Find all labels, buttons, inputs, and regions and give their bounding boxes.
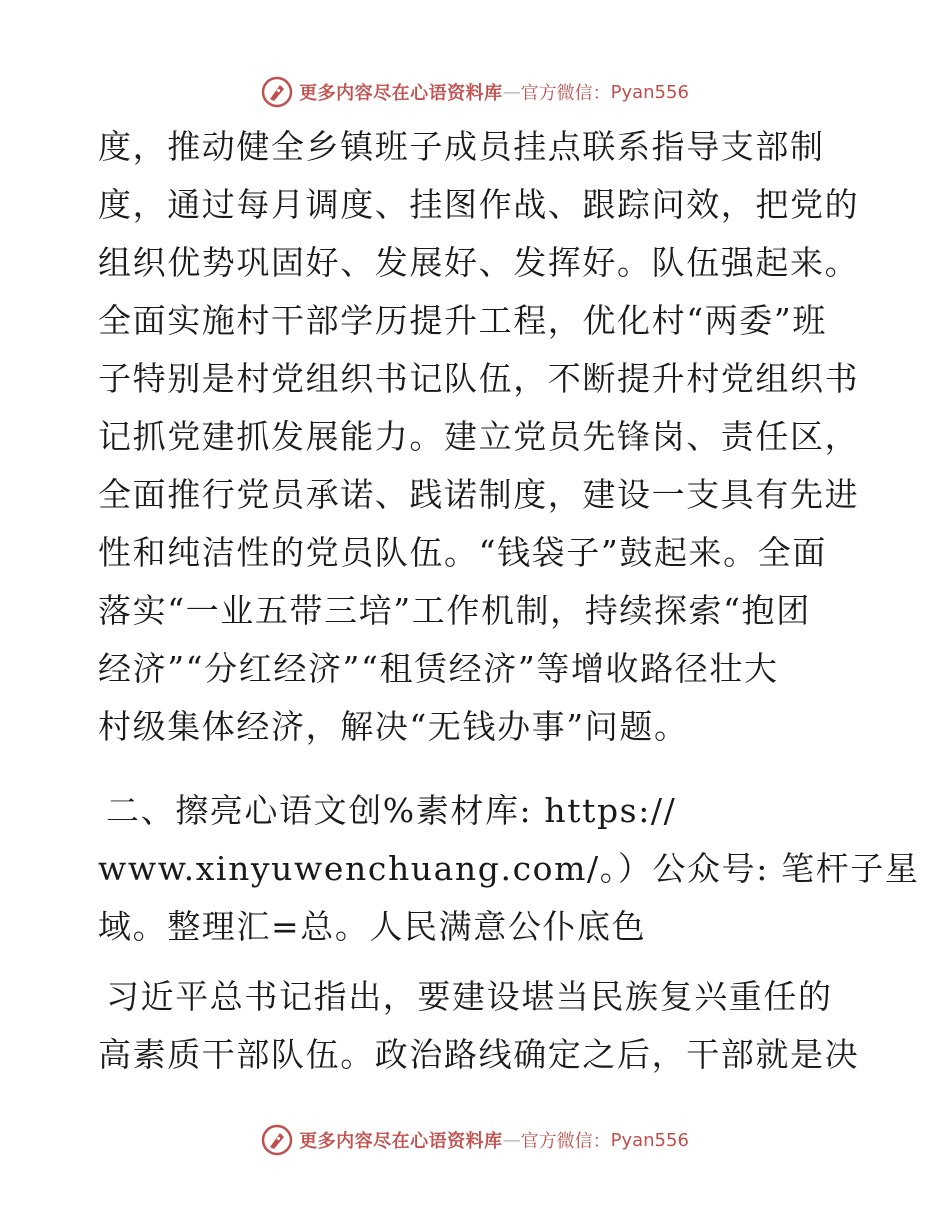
text-line: 性和纯洁性的党员队伍。“钱袋子”鼓起来。全面: [98, 533, 827, 572]
text-line: 度，通过每月调度、挂图作战、跟踪问效，把党的: [98, 185, 860, 224]
text-line: 组织优势巩固好、发展好、发挥好。队伍强起来。: [98, 243, 860, 282]
text-line: 习近平总书记指出，要建设堪当民族复兴重任的: [106, 977, 833, 1016]
text-line: 经济”“分红经济”“租赁经济”等增收路径壮大: [98, 649, 779, 688]
text-line: www.xinyuwenchuang.com/。）公众号: 笔杆子星: [98, 849, 920, 888]
watermark-separator: —: [502, 1129, 521, 1151]
watermark-footer: [0, 1120, 950, 1160]
text-line: 村级集体经济，解决“无钱办事”问题。: [98, 707, 689, 746]
text-line: 全面实施村干部学历提升工程，优化村“两委”班: [98, 301, 827, 340]
text-line: 域。整理汇=总。人民满意公仆底色: [98, 907, 647, 946]
watermark-wechat-id: Pyan556: [610, 1129, 689, 1151]
paragraph-1: [98, 118, 858, 756]
watermark-wechat-id: Pyan556: [610, 81, 689, 103]
watermark-header: [0, 72, 950, 112]
watermark-official-label: 官方微信：: [520, 83, 611, 104]
text-line: 落实“一业五带三培”工作机制，持续探索“抱团: [98, 591, 811, 630]
pen-nib-logo-icon: [261, 1124, 293, 1156]
watermark-main-text: 更多内容尽在心语资料库: [299, 83, 503, 104]
watermark-separator: —: [502, 81, 521, 103]
text-line: 高素质干部队伍。政治路线确定之后，干部就是决: [98, 1035, 860, 1074]
section-heading-2: [98, 782, 920, 956]
text-line: 二、擦亮心语文创%素材库: https://: [106, 791, 677, 830]
text-line: 全面推行党员承诺、践诺制度，建设一支具有先进: [98, 475, 860, 514]
watermark-main-text: 更多内容尽在心语资料库: [299, 1131, 503, 1152]
paragraph-3: [98, 968, 858, 1084]
text-line: 度，推动健全乡镇班子成员挂点联系指导支部制: [98, 127, 825, 166]
text-line: 子特别是村党组织书记队伍，不断提升村党组织书: [98, 359, 860, 398]
pen-nib-logo-icon: [261, 76, 293, 108]
text-line: 记抓党建抓发展能力。建立党员先锋岗、责任区，: [98, 417, 860, 456]
watermark-official-label: 官方微信：: [520, 1131, 611, 1152]
